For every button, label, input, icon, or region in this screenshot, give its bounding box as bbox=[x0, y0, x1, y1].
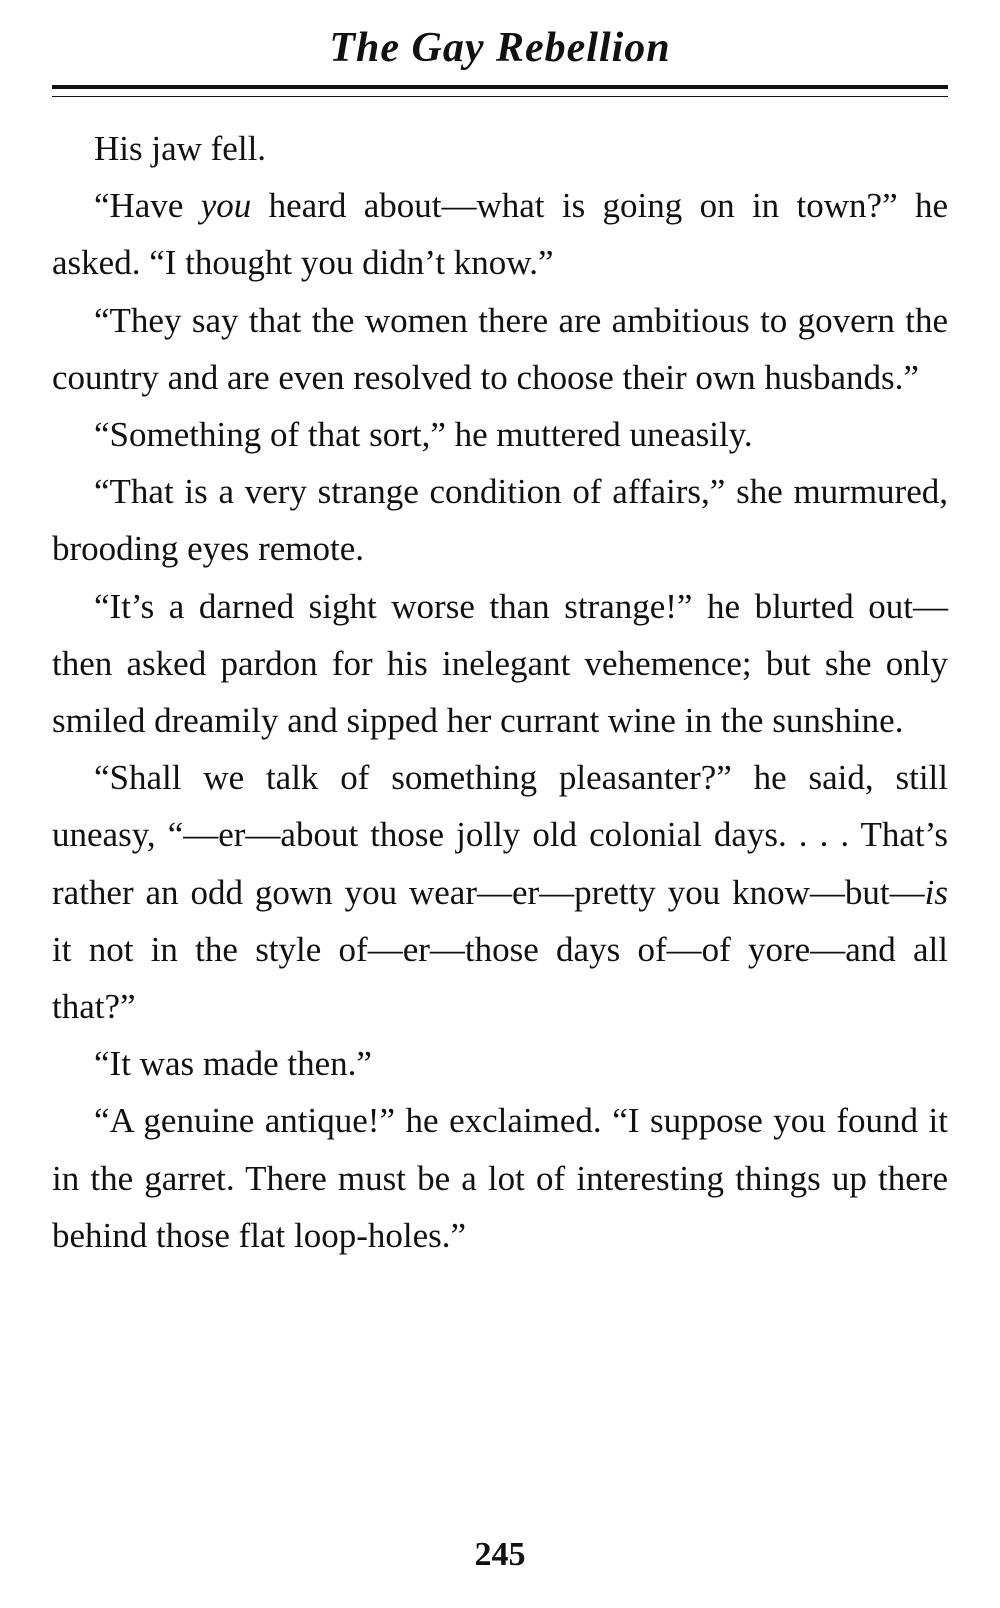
header-rule-thick bbox=[52, 85, 948, 89]
text-span: “Have bbox=[94, 186, 201, 226]
text-span: His jaw fell. bbox=[94, 129, 267, 168]
paragraph-4 bbox=[52, 406, 948, 463]
running-head: The Gay Rebellion bbox=[329, 25, 671, 71]
paragraph-1 bbox=[52, 120, 948, 177]
paragraph-9 bbox=[52, 1092, 948, 1264]
text-span: “It’s a darned sight worse than strange!” he blurted out—then asked pardon for his inelegant vehemence; but she only smiled dreamily and sipped her currant wine in the sunshine. bbox=[52, 586, 948, 741]
paragraph-7 bbox=[52, 749, 948, 1035]
text-span: it not in the style of—er—those days of—of yore—and all that?” bbox=[52, 929, 948, 1027]
body-text bbox=[52, 120, 948, 1264]
paragraph-6 bbox=[52, 578, 948, 750]
paragraph-5 bbox=[52, 463, 948, 577]
paragraph-2 bbox=[52, 177, 948, 291]
emphasis: you bbox=[200, 186, 252, 226]
header-rule-thin bbox=[52, 96, 948, 97]
text-span: heard about—what is going on in town?” he asked. “I thought you didn’t know.” bbox=[52, 186, 948, 283]
text-span: “Something of that sort,” he muttered uneasily. bbox=[94, 415, 753, 455]
text-span: “They say that the women there are ambitious to govern the country and are even resolved to choose their own husbands.” bbox=[52, 300, 948, 397]
paragraph-8 bbox=[52, 1035, 948, 1092]
emphasis: is bbox=[924, 872, 948, 912]
text-span: “Shall we talk of something pleasanter?” he said, still uneasy, “—er—about those jolly old colonial days. . . . That’s rather an odd gown you wear—er—pretty you know—but— bbox=[52, 758, 948, 912]
paragraph-3 bbox=[52, 292, 948, 406]
text-span: “That is a very strange condition of affairs,” she murmured, brooding eyes remote. bbox=[52, 472, 948, 569]
page-number: 245 bbox=[474, 1536, 526, 1573]
text-span: “A genuine antique!” he exclaimed. “I suppose you found it in the garret. There must be a lot of interesting things up there behind those flat loop-holes.” bbox=[52, 1101, 948, 1255]
text-span: “It was made then.” bbox=[94, 1044, 372, 1084]
